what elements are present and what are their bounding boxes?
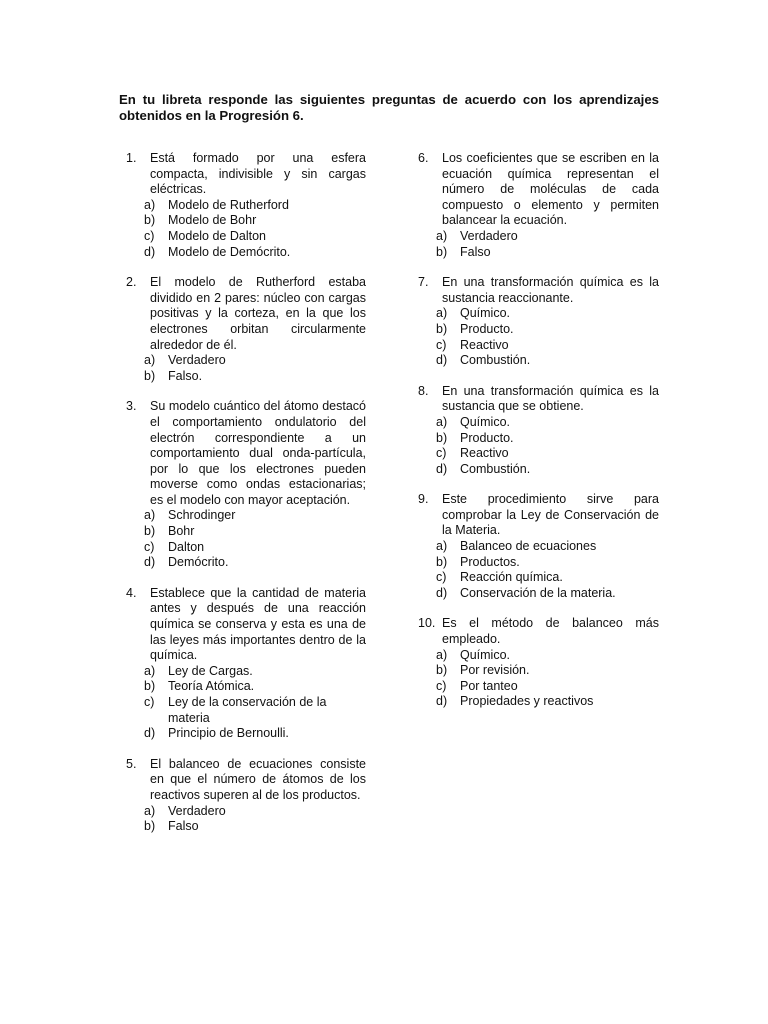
option-item (436, 647, 659, 664)
option-text: Combustión. (460, 353, 531, 368)
option-item (144, 524, 366, 540)
option-text: Schrodinger (168, 508, 236, 523)
option-item (144, 508, 366, 524)
option-label: c) (144, 695, 155, 709)
option-label: a) (144, 353, 156, 368)
option-label: a) (144, 803, 156, 818)
question-text: En una transformación química es la sustancia reaccionante. (442, 275, 659, 305)
option-list (144, 803, 366, 835)
question-number: 9. (418, 492, 429, 507)
option-item (436, 337, 659, 354)
option-text: Verdadero (168, 803, 226, 818)
question-2 (119, 275, 366, 384)
option-label: d) (436, 461, 448, 476)
option-item (436, 446, 659, 462)
option-item (436, 539, 659, 555)
option-text: Balanceo de ecuaciones (460, 539, 597, 554)
option-item (436, 228, 659, 245)
option-item (144, 368, 366, 385)
option-label: a) (436, 228, 448, 243)
question-7 (411, 275, 659, 369)
question-text: Es el método de balanceo más empleado. (442, 616, 659, 647)
option-text: Demócrito. (168, 555, 229, 570)
option-label: a) (436, 306, 448, 321)
option-text: Ley de Cargas. (168, 663, 253, 678)
option-item (144, 803, 366, 820)
option-label: d) (144, 726, 156, 741)
option-text: Ley de la conservación de la materia (168, 695, 327, 725)
option-text: Por revisión. (460, 663, 530, 678)
option-item (144, 539, 366, 556)
question-3 (119, 399, 366, 571)
question-text: Está formado por una esfera compacta, indivisible y sin cargas eléctricas. (150, 151, 366, 197)
question-number: 7. (418, 275, 429, 290)
option-item (436, 663, 659, 679)
option-item (144, 197, 366, 214)
option-text: Modelo de Demócrito. (168, 244, 291, 259)
option-text: Producto. (460, 321, 514, 336)
option-label: b) (144, 679, 156, 694)
option-label: b) (144, 213, 156, 228)
option-text: Falso. (168, 368, 203, 383)
option-list (144, 508, 366, 570)
option-text: Químico. (460, 647, 511, 662)
option-label: c) (436, 570, 447, 585)
option-item (144, 555, 366, 571)
option-label: b) (436, 554, 448, 569)
option-list (144, 663, 366, 742)
option-text: Falso (460, 244, 491, 259)
option-label: b) (436, 244, 448, 259)
option-label: c) (144, 539, 155, 554)
option-text: Falso (168, 819, 199, 834)
option-text: Combustión. (460, 461, 531, 476)
option-text: Modelo de Bohr (168, 213, 257, 228)
option-text: Modelo de Dalton (168, 228, 266, 243)
question-number: 3. (126, 399, 137, 414)
option-label: b) (144, 819, 156, 834)
question-text: En una transformación química es la sustancia que se obtiene. (442, 383, 659, 414)
option-item (436, 353, 659, 369)
option-label: c) (436, 446, 447, 461)
option-item (436, 694, 659, 710)
option-list (436, 414, 659, 477)
question-9 (411, 492, 659, 601)
option-text: Reacción química. (460, 570, 563, 585)
option-item (144, 353, 366, 369)
option-item (436, 461, 659, 478)
option-text: Reactivo (460, 337, 509, 352)
option-label: d) (436, 585, 448, 600)
option-label: d) (436, 694, 448, 709)
option-label: d) (144, 244, 156, 259)
instructions-heading: En tu libreta responde las siguientes preguntas de acuerdo con los aprendizajes obtenidos en la Progresión 6. (119, 92, 659, 123)
option-item (144, 679, 366, 695)
option-label: b) (436, 321, 448, 336)
questions-column-right (411, 151, 659, 725)
questions-column-left (119, 151, 366, 850)
question-number: 6. (418, 151, 429, 165)
option-text: Modelo de Rutherford (168, 197, 289, 212)
option-item (436, 678, 659, 695)
option-text: Teoría Atómica. (168, 679, 255, 694)
option-label: a) (436, 414, 448, 429)
question-text: El modelo de Rutherford estaba dividido en 2 pares: núcleo con cargas positivas y la corteza, en la que los electrones orbitan circularmente alrededor de él. (150, 275, 366, 352)
option-label: d) (436, 353, 448, 368)
option-item (144, 244, 366, 261)
option-label: b) (144, 524, 156, 539)
question-text: Establece que la cantidad de materia antes y después de una reacción química se conserva y esta es una de las leyes más importantes dentro de la química. (150, 585, 366, 663)
option-list (144, 197, 366, 260)
option-list (436, 539, 659, 601)
option-text: Propiedades y reactivos (460, 694, 594, 709)
option-text: Reactivo (460, 446, 509, 461)
option-item (436, 321, 659, 338)
option-label: a) (144, 197, 156, 212)
option-item (144, 819, 366, 835)
question-6 (411, 151, 659, 260)
option-item (436, 414, 659, 431)
option-text: Dalton (168, 539, 205, 554)
question-5 (119, 757, 366, 835)
option-text: Químico. (460, 414, 511, 429)
option-list (436, 647, 659, 710)
question-8 (411, 384, 659, 478)
option-item (436, 554, 659, 571)
option-text: Principio de Bernoulli. (168, 726, 289, 741)
option-text: Químico. (460, 306, 511, 321)
option-label: a) (436, 539, 448, 554)
option-list (436, 228, 659, 260)
question-text: El balanceo de ecuaciones consiste en que el número de átomos de los reactivos superen al de los productos. (150, 756, 366, 802)
question-10 (411, 616, 659, 710)
option-label: c) (144, 228, 155, 243)
option-item (436, 585, 659, 602)
option-item (144, 228, 366, 245)
question-number: 1. (126, 151, 137, 165)
option-label: c) (436, 678, 447, 693)
option-text: Producto. (460, 430, 514, 445)
option-text: Por tanteo (460, 678, 518, 693)
question-text: Su modelo cuántico del átomo destacó el comportamiento ondulatorio del electrón correspondiente a un comportamiento dual onda-partícula, por lo que los electrones pueden moverse como ondas estacionarias; es el modelo con mayor aceptación. (150, 399, 366, 507)
question-4 (119, 586, 366, 742)
option-list (144, 353, 366, 384)
option-label: a) (436, 647, 448, 662)
option-list (436, 306, 659, 368)
question-number: 2. (126, 275, 137, 290)
option-item (144, 213, 366, 229)
option-text: Productos. (460, 554, 520, 569)
question-number: 8. (418, 383, 429, 398)
option-label: d) (144, 555, 156, 570)
option-item (144, 726, 366, 742)
option-item (144, 663, 366, 680)
option-label: a) (144, 508, 156, 523)
option-text: Verdadero (168, 353, 226, 368)
question-number: 4. (126, 585, 137, 600)
option-text: Conservación de la materia. (460, 585, 616, 600)
question-number: 10. (418, 616, 436, 631)
option-label: c) (436, 337, 447, 352)
option-text: Bohr (168, 524, 195, 539)
option-item (436, 570, 659, 586)
option-label: b) (436, 430, 448, 445)
question-text: Los coeficientes que se escriben en la ecuación química representan el número de moléculas de cada compuesto o elemento y permiten balancear la ecuación. (442, 151, 659, 228)
option-item (144, 695, 366, 726)
question-number: 5. (126, 756, 137, 771)
option-item (436, 244, 659, 261)
option-label: b) (436, 663, 448, 678)
option-label: a) (144, 663, 156, 678)
option-label: b) (144, 368, 156, 383)
option-item (436, 306, 659, 322)
question-1 (119, 151, 366, 260)
question-text: Este procedimiento sirve para comprobar la Ley de Conservación de la Materia. (442, 492, 659, 538)
option-item (436, 430, 659, 447)
option-text: Verdadero (460, 228, 518, 243)
